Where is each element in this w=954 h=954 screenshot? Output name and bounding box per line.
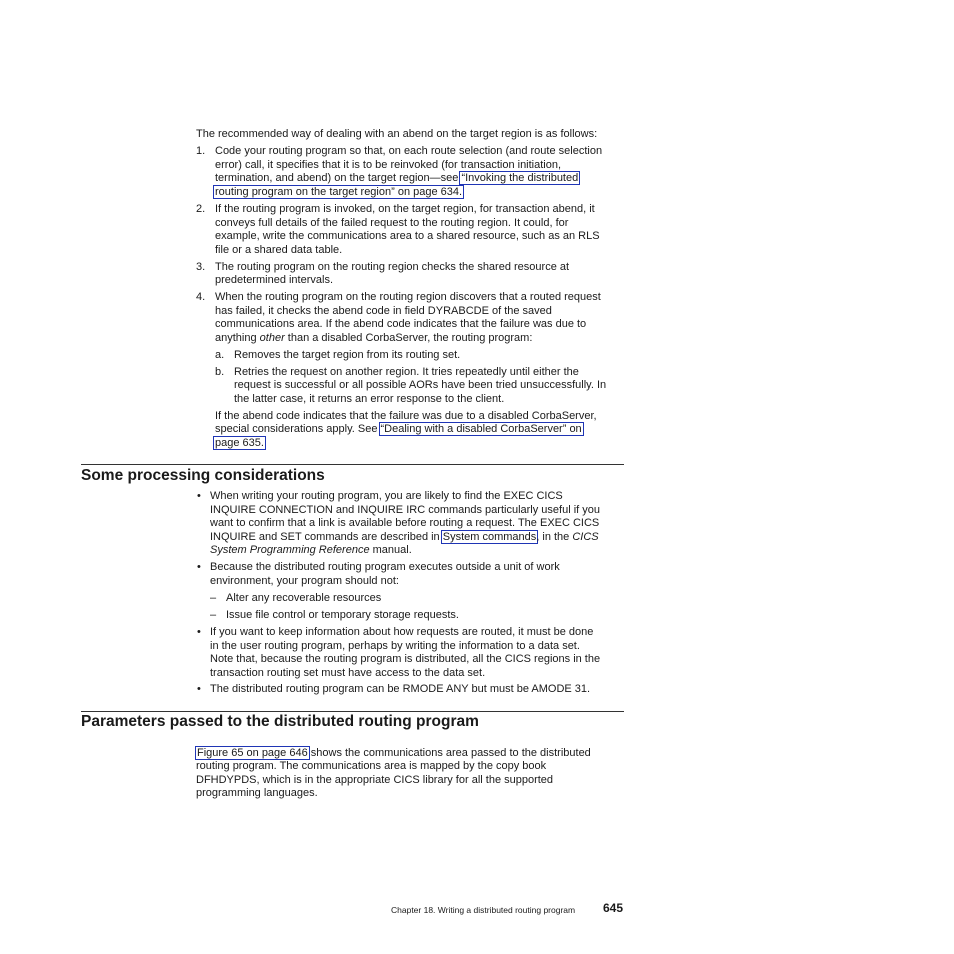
disabled-corbaserver-link[interactable]: “Dealing with a disabled CorbaServer” on: [380, 423, 582, 435]
step-1-number: 1.: [196, 145, 206, 157]
bullet-1-line-5: [210, 544, 412, 558]
bullet-3-line-1: If you want to keep information about how requests are routed, it must be done: [210, 626, 594, 638]
section-heading-parameters: Parameters passed to the distributed routing program: [81, 713, 479, 730]
bullet-1-line-2: INQUIRE CONNECTION and INQUIRE IRC commands particularly useful if you: [210, 504, 600, 516]
step-2-line-1: If the routing program is invoked, on the target region, for transaction abend, it: [215, 203, 595, 215]
parameters-line-4: programming languages.: [196, 787, 318, 799]
bullet-1-line-5-italic: System Programming Reference: [210, 544, 370, 556]
substep-b-line-1: Retries the request on another region. It tries repeatedly until either the: [234, 366, 579, 378]
step-1-line-2: error) call, it specifies that it is to be reinvoked (for transaction initiation,: [215, 159, 562, 171]
figure-65-link[interactable]: Figure 65 on page 646: [197, 747, 308, 759]
abend-followup-line-3: [215, 437, 264, 451]
bullet-2-line-1: Because the distributed routing program executes outside a unit of work: [210, 561, 560, 573]
step-4-line-3: communications area. If the abend code indicates that the failure was due to: [215, 318, 587, 330]
abend-followup-line-1: If the abend code indicates that the failure was due to a disabled CorbaServer,: [215, 410, 597, 422]
bullet-3-line-4: transaction routing set must have access to the data set.: [210, 667, 486, 679]
intro-paragraph: The recommended way of dealing with an abend on the target region is as follows:: [196, 128, 598, 140]
parameters-line-3: DFHDYPDS, which is in the appropriate CICS library for all the supported: [196, 774, 554, 786]
step-4-line-2: has failed, it checks the abend code in field DYRABCDE of the saved: [215, 305, 552, 317]
substep-a-letter: a.: [215, 349, 225, 361]
page-number: 645: [603, 901, 624, 915]
invoking-routing-program-link-cont[interactable]: routing program on the target region” on page 634.: [215, 186, 463, 198]
disabled-corbaserver-link-cont[interactable]: page 635.: [215, 437, 264, 449]
step-2-line-2: conveys full details of the failed request to the routing region. It could, for: [215, 217, 569, 229]
bullet-1-line-4-a: INQUIRE and SET commands are described in: [210, 531, 443, 543]
bullet-1-line-5-b: manual.: [369, 544, 412, 556]
bullet-1-line-4-b: , in the: [536, 531, 573, 543]
substep-b-letter: b.: [215, 366, 225, 378]
dash-1-marker: –: [210, 592, 217, 604]
substep-b-line-3: the latter case, it returns an error response to the client.: [234, 393, 505, 405]
step-4-line-1: When the routing program on the routing region discovers that a routed request: [215, 291, 601, 303]
step-4-line-4-italic: other: [259, 332, 285, 344]
bullet-1-line-3: want to confirm that a link is available before routing a request. The EXEC CICS: [210, 517, 600, 529]
abend-followup-line-2: [215, 423, 582, 437]
step-1-line-3-text: termination, and abend) on the target region—see: [215, 172, 462, 184]
step-3-number: 3.: [196, 261, 206, 273]
bullet-1-marker: •: [197, 490, 201, 502]
step-2-line-4: file or a shared data table.: [215, 244, 343, 256]
section-rule-1: [81, 464, 624, 465]
bullet-2-marker: •: [197, 561, 201, 573]
bullet-4-line-1: The distributed routing program can be RMODE ANY but must be AMODE 31.: [210, 683, 591, 695]
bullet-3-line-2: in the user routing program, perhaps by writing the information to a data set.: [210, 640, 580, 652]
bullet-3-line-3: Note that, because the routing program is distributed, all the CICS regions in the: [210, 653, 601, 665]
step-3-line-1: The routing program on the routing region checks the shared resource at: [215, 261, 570, 273]
bullet-4-marker: •: [197, 683, 201, 695]
bullet-1-line-4-italic: CICS: [572, 531, 599, 543]
step-1-line-4: [215, 186, 462, 200]
dash-1-text: Alter any recoverable resources: [226, 592, 382, 604]
abend-followup-line-2-text: special considerations apply. See: [215, 423, 381, 435]
parameters-line-1-text: shows the communications area passed to the distributed: [307, 747, 591, 759]
step-4-number: 4.: [196, 291, 206, 303]
step-1-line-1: Code your routing program so that, on each route selection (and route selection: [215, 145, 603, 157]
step-4-line-4: [215, 332, 532, 346]
invoking-routing-program-link[interactable]: “Invoking the distributed: [461, 172, 579, 184]
substep-b-line-2: request is successful or all possible AORs have been tried unsuccessfully. In: [234, 379, 607, 391]
step-3-line-2: predetermined intervals.: [215, 274, 334, 286]
bullet-1-line-1: When writing your routing program, you are likely to find the EXEC CICS: [210, 490, 563, 502]
parameters-line-1: [197, 747, 591, 761]
step-2-number: 2.: [196, 203, 206, 215]
parameters-line-2: routing program. The communications area is mapped by the copy book: [196, 760, 547, 772]
bullet-1-line-4: [210, 531, 599, 545]
bullet-3-marker: •: [197, 626, 201, 638]
footer-chapter-title: Chapter 18. Writing a distributed routing program: [391, 905, 576, 915]
step-1-line-3: [215, 172, 578, 186]
section-rule-2: [81, 711, 624, 712]
substep-a-text: Removes the target region from its routing set.: [234, 349, 461, 361]
dash-2-marker: –: [210, 609, 217, 621]
system-commands-link[interactable]: System commands: [442, 531, 537, 543]
step-2-line-3: example, write the communications area to a shared resource, such as an RLS: [215, 230, 600, 242]
step-4-line-4-b: than a disabled CorbaServer, the routing program:: [284, 332, 533, 344]
bullet-2-line-2: environment, your program should not:: [210, 575, 399, 587]
dash-2-text: Issue file control or temporary storage requests.: [226, 609, 459, 621]
step-4-line-4-a: anything: [215, 332, 260, 344]
section-heading-processing-considerations: Some processing considerations: [81, 467, 325, 484]
